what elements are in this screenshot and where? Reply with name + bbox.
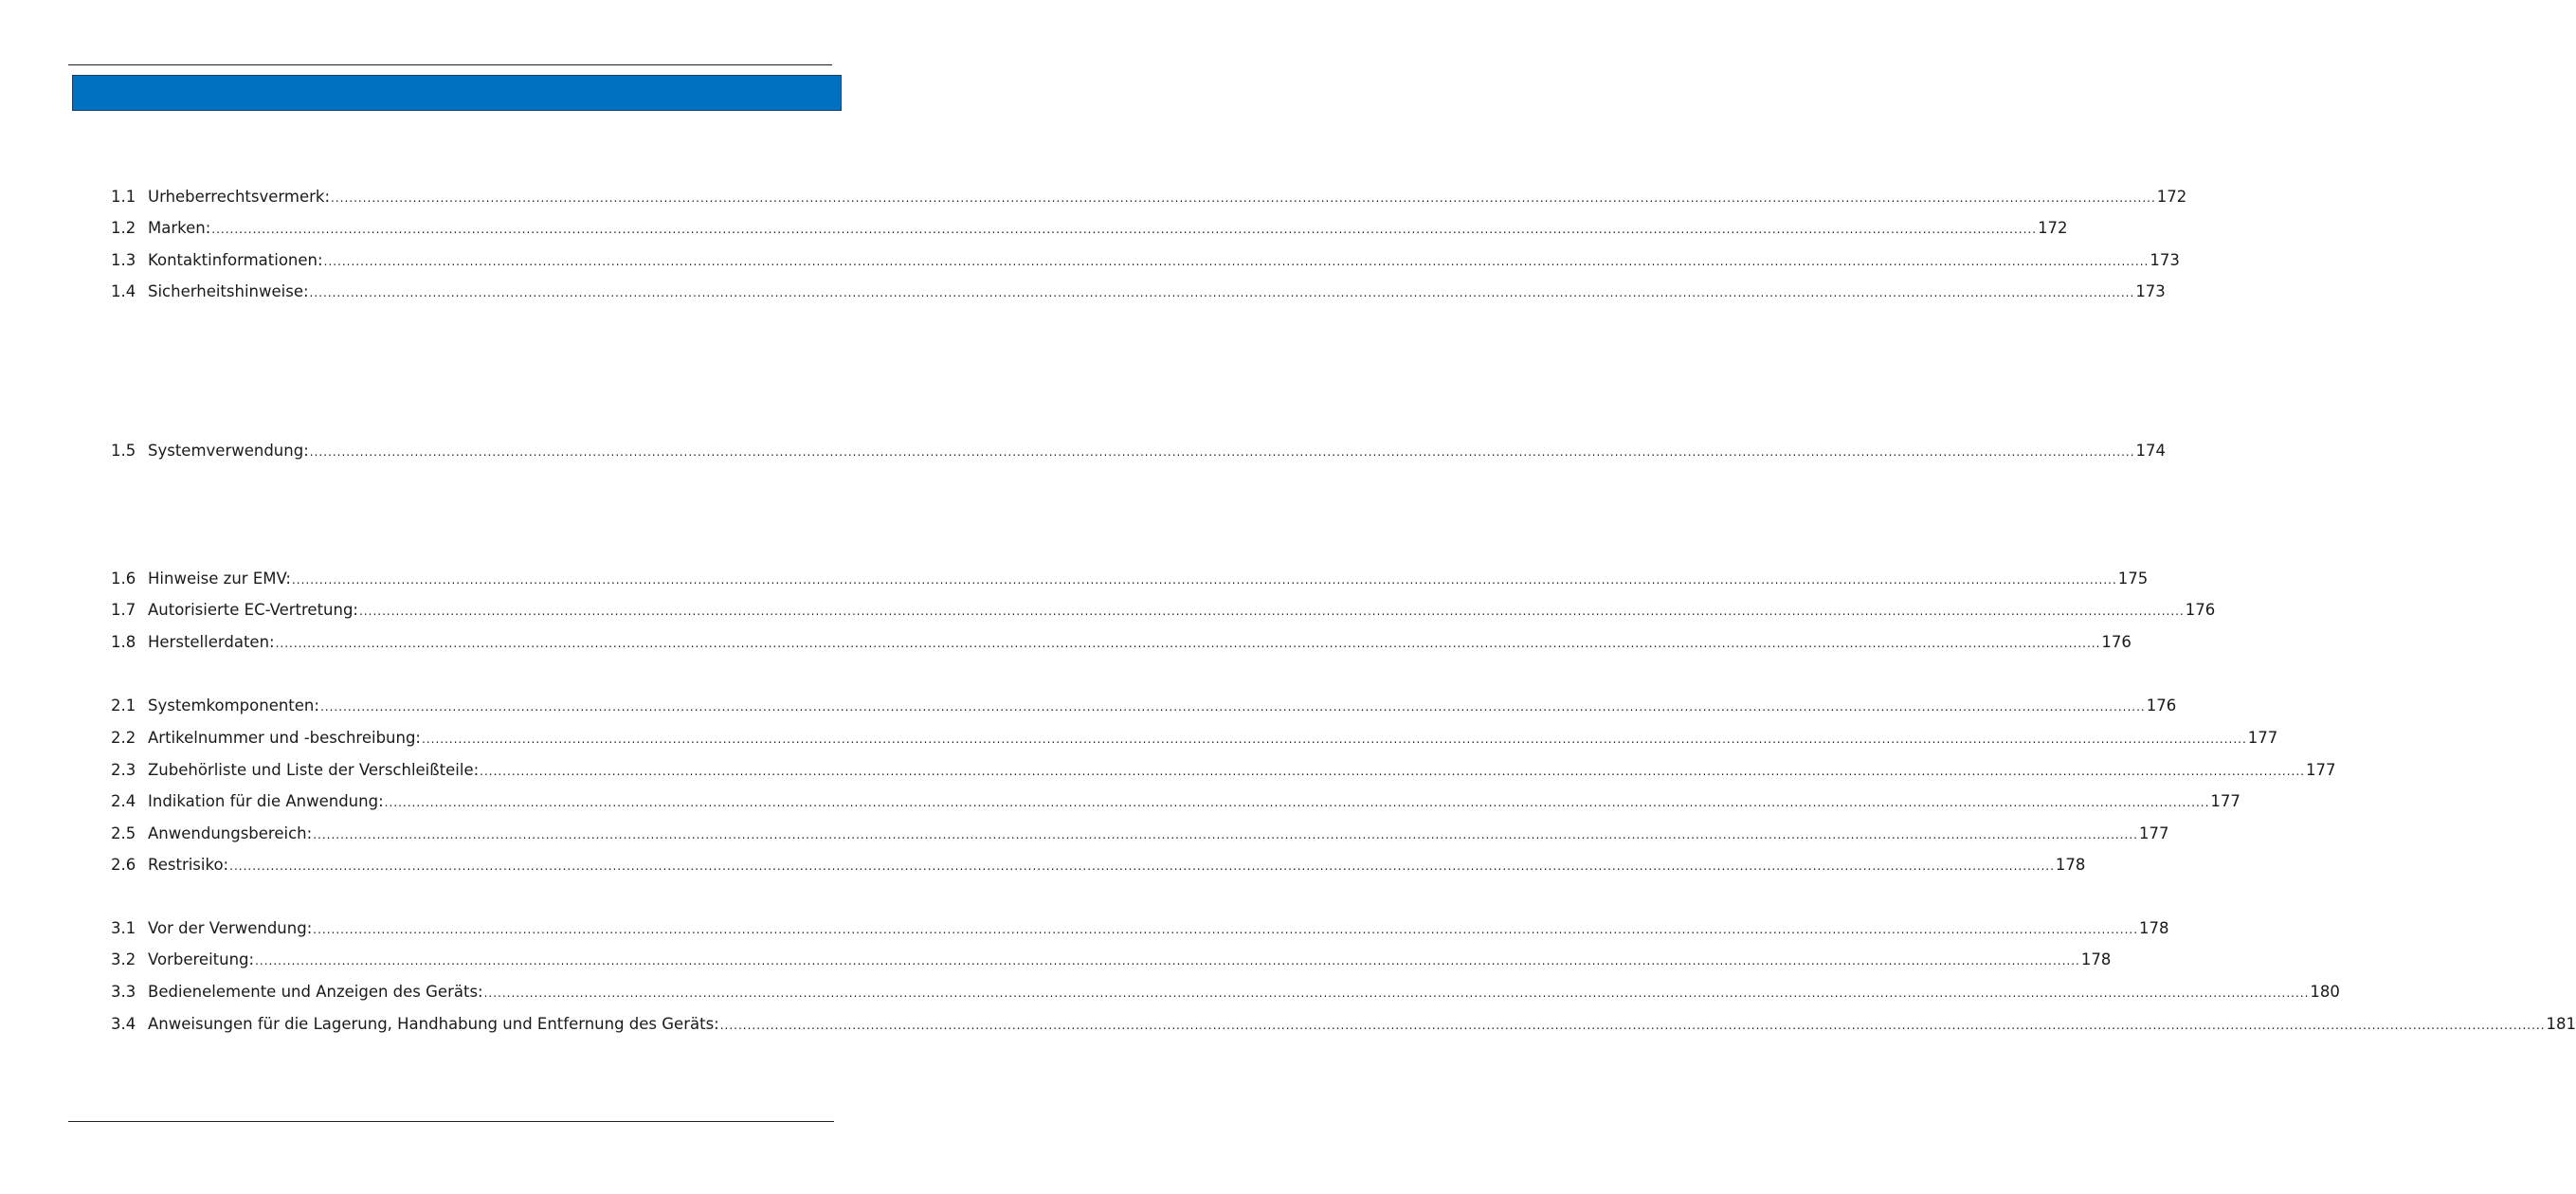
toc-dot-leader: ................................................................................................................................................................................................................................................................................................................................................................................................................ (359, 605, 2185, 618)
toc-entry-page: 177 (2305, 761, 2336, 779)
toc-entry-title: Restrisiko: (148, 856, 229, 874)
toc-entry[interactable] (111, 219, 2068, 242)
toc-entry[interactable] (111, 919, 2169, 942)
toc-entry-number: 3.1 (111, 919, 136, 937)
toc-entry-page: 172 (2156, 188, 2187, 206)
toc-entry-page: 177 (2210, 792, 2240, 810)
toc-dot-leader: ................................................................................................................................................................................................................................................................................................................................................................................................................ (309, 445, 2135, 459)
toc-entry-page: 177 (2247, 729, 2278, 747)
toc-entry-page: 178 (2080, 950, 2112, 968)
toc-entry-number: 1.6 (111, 570, 136, 588)
toc-dot-leader: ................................................................................................................................................................................................................................................................................................................................................................................................................ (483, 986, 2310, 1000)
toc-entry-page: 172 (2038, 219, 2068, 237)
toc-entry[interactable] (111, 696, 2177, 719)
toc-dot-leader: ................................................................................................................................................................................................................................................................................................................................................................................................................ (291, 573, 2117, 587)
toc-entry-page: 174 (2135, 442, 2167, 460)
toc-dot-leader: ................................................................................................................................................................................................................................................................................................................................................................................................................ (309, 286, 2135, 299)
toc-entry-number: 3.4 (111, 1015, 136, 1033)
toc-entry[interactable] (111, 251, 2180, 274)
toc-entry-title: Kontaktinformationen: (148, 251, 323, 269)
toc-entry-number: 1.3 (111, 251, 136, 269)
toc-entry-number: 2.1 (111, 696, 136, 715)
toc-entry-title: Systemkomponenten: (148, 696, 319, 715)
toc-entry-title: Systemverwendung: (148, 442, 309, 460)
toc-entry-title: Sicherheitshinweise: (148, 282, 309, 300)
toc-entry-number: 1.2 (111, 219, 136, 237)
toc-entry-page: 176 (2101, 633, 2132, 651)
toc-dot-leader: ................................................................................................................................................................................................................................................................................................................................................................................................................ (422, 733, 2247, 746)
toc-entry[interactable] (111, 633, 2132, 656)
toc-dot-leader: ................................................................................................................................................................................................................................................................................................................................................................................................................ (255, 954, 2080, 968)
toc-entry-title: Autorisierte EC-Vertretung: (148, 601, 358, 619)
toc-dot-leader: ................................................................................................................................................................................................................................................................................................................................................................................................................ (323, 255, 2150, 268)
toc-entry-page: 176 (2185, 601, 2216, 619)
toc-entry-page: 173 (2150, 251, 2180, 269)
toc-entry[interactable] (111, 792, 2240, 815)
toc-entry[interactable] (111, 188, 2187, 210)
toc-entry[interactable] (111, 282, 2166, 305)
toc-dot-leader: ................................................................................................................................................................................................................................................................................................................................................................................................................ (719, 1019, 2546, 1032)
toc-entry[interactable] (111, 824, 2169, 847)
toc-entry-page: 177 (2138, 824, 2169, 842)
toc-dot-leader: ................................................................................................................................................................................................................................................................................................................................................................................................................ (211, 223, 2038, 236)
toc-entry-title: Urheberrechtsvermerk: (148, 188, 330, 206)
toc-entry-number: 2.2 (111, 729, 136, 747)
toc-entry-number: 1.4 (111, 282, 136, 300)
toc-entry[interactable] (111, 601, 2216, 624)
toc-dot-leader: ................................................................................................................................................................................................................................................................................................................................................................................................................ (229, 859, 2055, 873)
toc-entry-page: 176 (2146, 696, 2177, 715)
toc-entry-number: 1.7 (111, 601, 136, 619)
toc-entry-title: Anweisungen für die Lagerung, Handhabung und Entfernung des Geräts: (148, 1015, 719, 1033)
toc-entry[interactable] (111, 729, 2278, 751)
toc-entry-title: Indikation für die Anwendung: (148, 792, 384, 810)
toc-entry[interactable] (111, 856, 2086, 878)
toc-entry[interactable] (111, 1015, 2576, 1038)
toc-dot-leader: ................................................................................................................................................................................................................................................................................................................................................................................................................ (480, 765, 2305, 778)
toc-entry[interactable] (111, 442, 2167, 464)
toc-entry-number: 2.3 (111, 761, 136, 779)
toc-entry-page: 181 (2546, 1015, 2576, 1033)
toc-entry-title: Vorbereitung: (148, 950, 255, 968)
toc-entry-number: 2.4 (111, 792, 136, 810)
toc-entry-page: 178 (2139, 919, 2169, 937)
toc-entry[interactable] (111, 950, 2112, 973)
toc-entry[interactable] (111, 761, 2336, 784)
toc-entry-number: 1.1 (111, 188, 136, 206)
toc-entry-title: Vor der Verwendung: (148, 919, 313, 937)
toc-entry-number: 1.5 (111, 442, 136, 460)
toc-entry-title: Anwendungsbereich: (148, 824, 313, 842)
section-banner (72, 75, 842, 111)
toc-dot-leader: ................................................................................................................................................................................................................................................................................................................................................................................................................ (384, 796, 2210, 809)
toc-dot-leader: ................................................................................................................................................................................................................................................................................................................................................................................................................ (331, 191, 2156, 205)
toc-entry-title: Herstellerdaten: (148, 633, 275, 651)
toc-entry-title: Zubehörliste und Liste der Verschleißteile: (148, 761, 480, 779)
toc-entry-page: 178 (2055, 856, 2086, 874)
toc-entry-number: 3.3 (111, 983, 136, 1001)
toc-entry-page: 180 (2310, 983, 2340, 1001)
toc-entry-title: Bedienelemente und Anzeigen des Geräts: (148, 983, 483, 1001)
toc-entry-number: 1.8 (111, 633, 136, 651)
toc-entry-page: 175 (2117, 570, 2149, 588)
header-rule (68, 64, 832, 65)
toc-dot-leader: ................................................................................................................................................................................................................................................................................................................................................................................................................ (275, 637, 2101, 650)
toc-dot-leader: ................................................................................................................................................................................................................................................................................................................................................................................................................ (313, 828, 2138, 841)
toc-entry-title: Artikelnummer und -beschreibung: (148, 729, 421, 747)
toc-entry-page: 173 (2135, 282, 2166, 300)
toc-entry-title: Hinweise zur EMV: (148, 570, 291, 588)
toc-entry[interactable] (111, 983, 2340, 1005)
toc-dot-leader: ................................................................................................................................................................................................................................................................................................................................................................................................................ (313, 923, 2139, 936)
toc-entry[interactable] (111, 570, 2149, 592)
toc-dot-leader: ................................................................................................................................................................................................................................................................................................................................................................................................................ (319, 700, 2146, 714)
footer-rule (68, 1121, 834, 1122)
toc-entry-number: 2.6 (111, 856, 136, 874)
toc-entry-title: Marken: (148, 219, 211, 237)
toc-entry-number: 2.5 (111, 824, 136, 842)
toc-entry-number: 3.2 (111, 950, 136, 968)
